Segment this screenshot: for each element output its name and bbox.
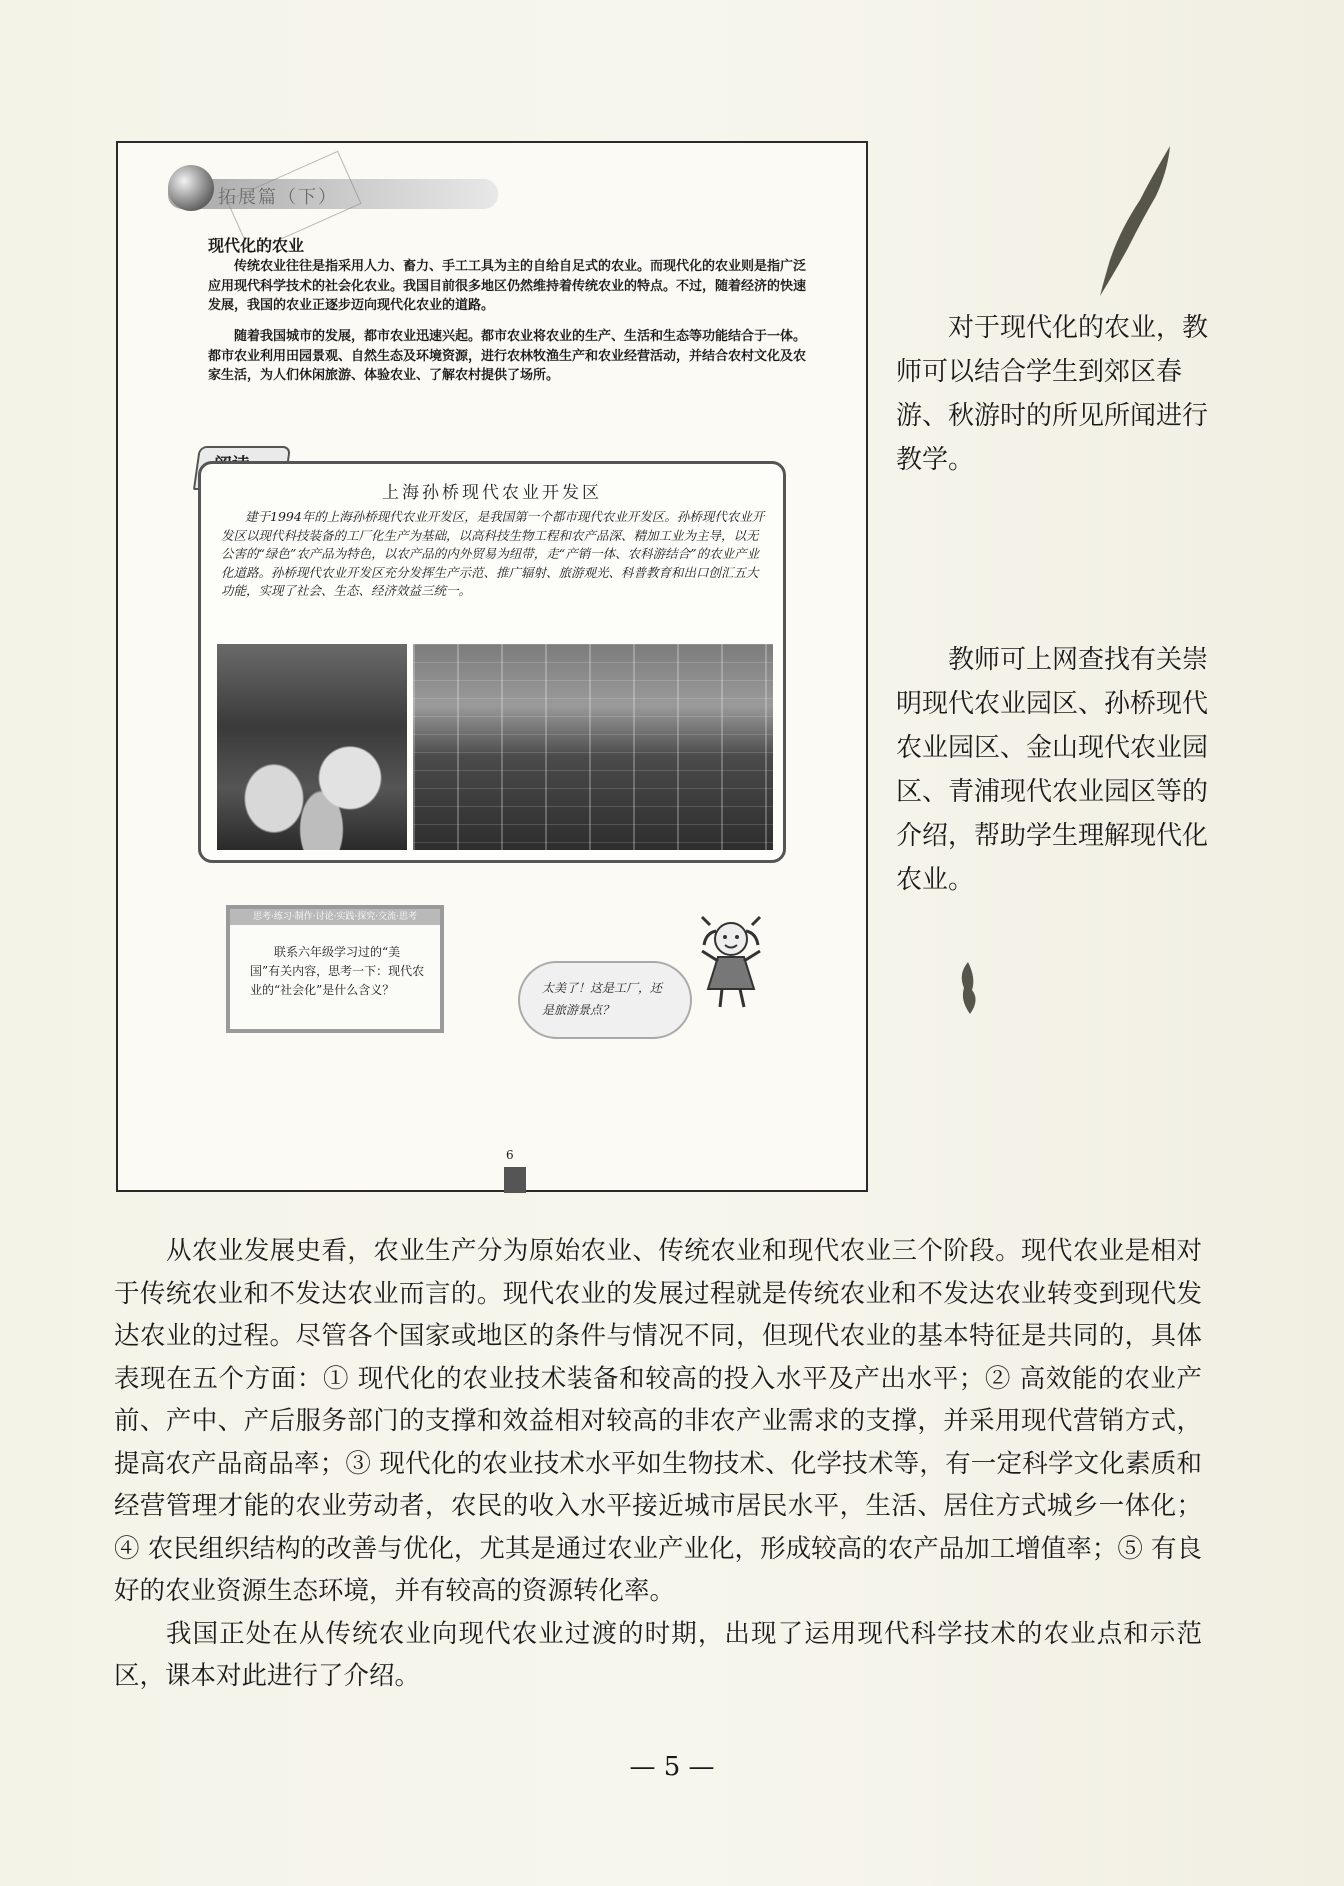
main-paragraph-1: 从农业发展史看，农业生产分为原始农业、传统农业和现代农业三个阶段。现代农业是相对于传统农业和不发达农业而言的。现代农业的发展过程就是传统农业和不发达农业转变到现代发达农业的过程。尽管各个国家或地区的条件与情况不同，但现代农业的基本特征是共同的，具体表现在五个方面：① 现代化的农业技术装备和较高的投入水平及产出水平；② 高效能的农业产前、产中、产后服务部门的支撑和效益相对较高的非农产业需求的支撑，并采用现代营销方式，提高农产品商品率；③ 现代化的农业技术水平如生物技术、化学技术等，有一定科学文化素质和经营管理才能的农业劳动者，农民的收入水平接近城市居民水平，生活、居住方式城乡一体化；④ 农民组织结构的改善与优化，尤其是通过农业产业化，形成较高的农产品加工增值率；⑤ 有良好的农业资源生态环境，并有较高的资源转化率。: [114, 1236, 1202, 1606]
think-box: [226, 905, 444, 1033]
textbook-paragraph-1: 传统农业往往是指采用人力、畜力、手工工具为主的自给自足式的农业。而现代化的农业则是指广泛应用现代科学技术的社会化农业。我国目前很多地区仍然维持着传统农业的特点。不过，随着经济的快速发展，我国的农业正逐步迈向现代化农业的道路。: [208, 259, 807, 313]
page-number: — 5 —: [629, 1752, 715, 1782]
header-title: 拓展篇（下）: [218, 187, 338, 208]
reading-title: 上海孙桥现代农业开发区: [382, 483, 602, 503]
main-paragraph-2: 我国正处在从传统农业向现代农业过渡的时期，出现了运用现代科学技术的农业点和示范区，课本对此进行了介绍。: [114, 1618, 1202, 1691]
side-note-2: 教师可上网查找有关崇明现代农业园区、孙桥现代农业园区、金山现代农业园区、青浦现代农业园区等的介绍，帮助学生理解现代化农业。: [896, 645, 1209, 895]
think-box-header: 思考·练习·制作·讨论·实践·探究·交流·思考: [230, 909, 440, 925]
think-box-text: 联系六年级学习过的“美国”有关内容，思考一下：现代农业的“社会化”是什么含义？: [250, 945, 425, 997]
reading-body: 建于1994年的上海孙桥现代农业开发区，是我国第一个都市现代农业开发区。孙桥现代农业开发区以现代科技装备的工厂化生产为基础，以高科技生物工程和农产品深、精加工业为主导，以无公害的“绿色”农产品为特色，以农产品的内外贸易为纽带，走“产销一体、农科游结合”的农业产业化道路。孙桥现代农业开发区充分发挥生产示范、推广辐射、旅游观光、科普教育和出口创汇五大功能，实现了社会、生态、经济效益三统一。: [221, 509, 765, 598]
greenhouse-interior-photo: [413, 644, 773, 850]
globe-icon: [168, 165, 214, 211]
main-text: [114, 1230, 1202, 1698]
section-title: 现代化的农业: [208, 236, 305, 255]
greenhouse-peppers-photo: [217, 644, 407, 850]
page-marker: [504, 1167, 526, 1193]
side-note-1: 对于现代化的农业，教师可以结合学生到郊区春游、秋游时的所见所闻进行教学。: [896, 313, 1209, 475]
textbook-page-number: 6: [506, 1148, 514, 1162]
ink-stain: [1080, 140, 1180, 300]
speech-bubble: [518, 961, 692, 1039]
speech-bubble-text: 太美了！这是工厂，还是旅游景点？: [542, 981, 663, 1017]
ink-stain-small: [954, 960, 984, 1016]
cartoon-girl-icon: [696, 915, 766, 1011]
reading-box: [198, 461, 786, 863]
textbook-paragraph-2: 随着我国城市的发展，都市农业迅速兴起。都市农业将农业的生产、生活和生态等功能结合于一体。都市农业利用田园景观、自然生态及环境资源，进行农林牧渔生产和农业经营活动，并结合农村文化及农家生活，为人们休闲旅游、体验农业、了解农村提供了场所。: [208, 329, 807, 383]
textbook-page-frame: [116, 141, 868, 1192]
